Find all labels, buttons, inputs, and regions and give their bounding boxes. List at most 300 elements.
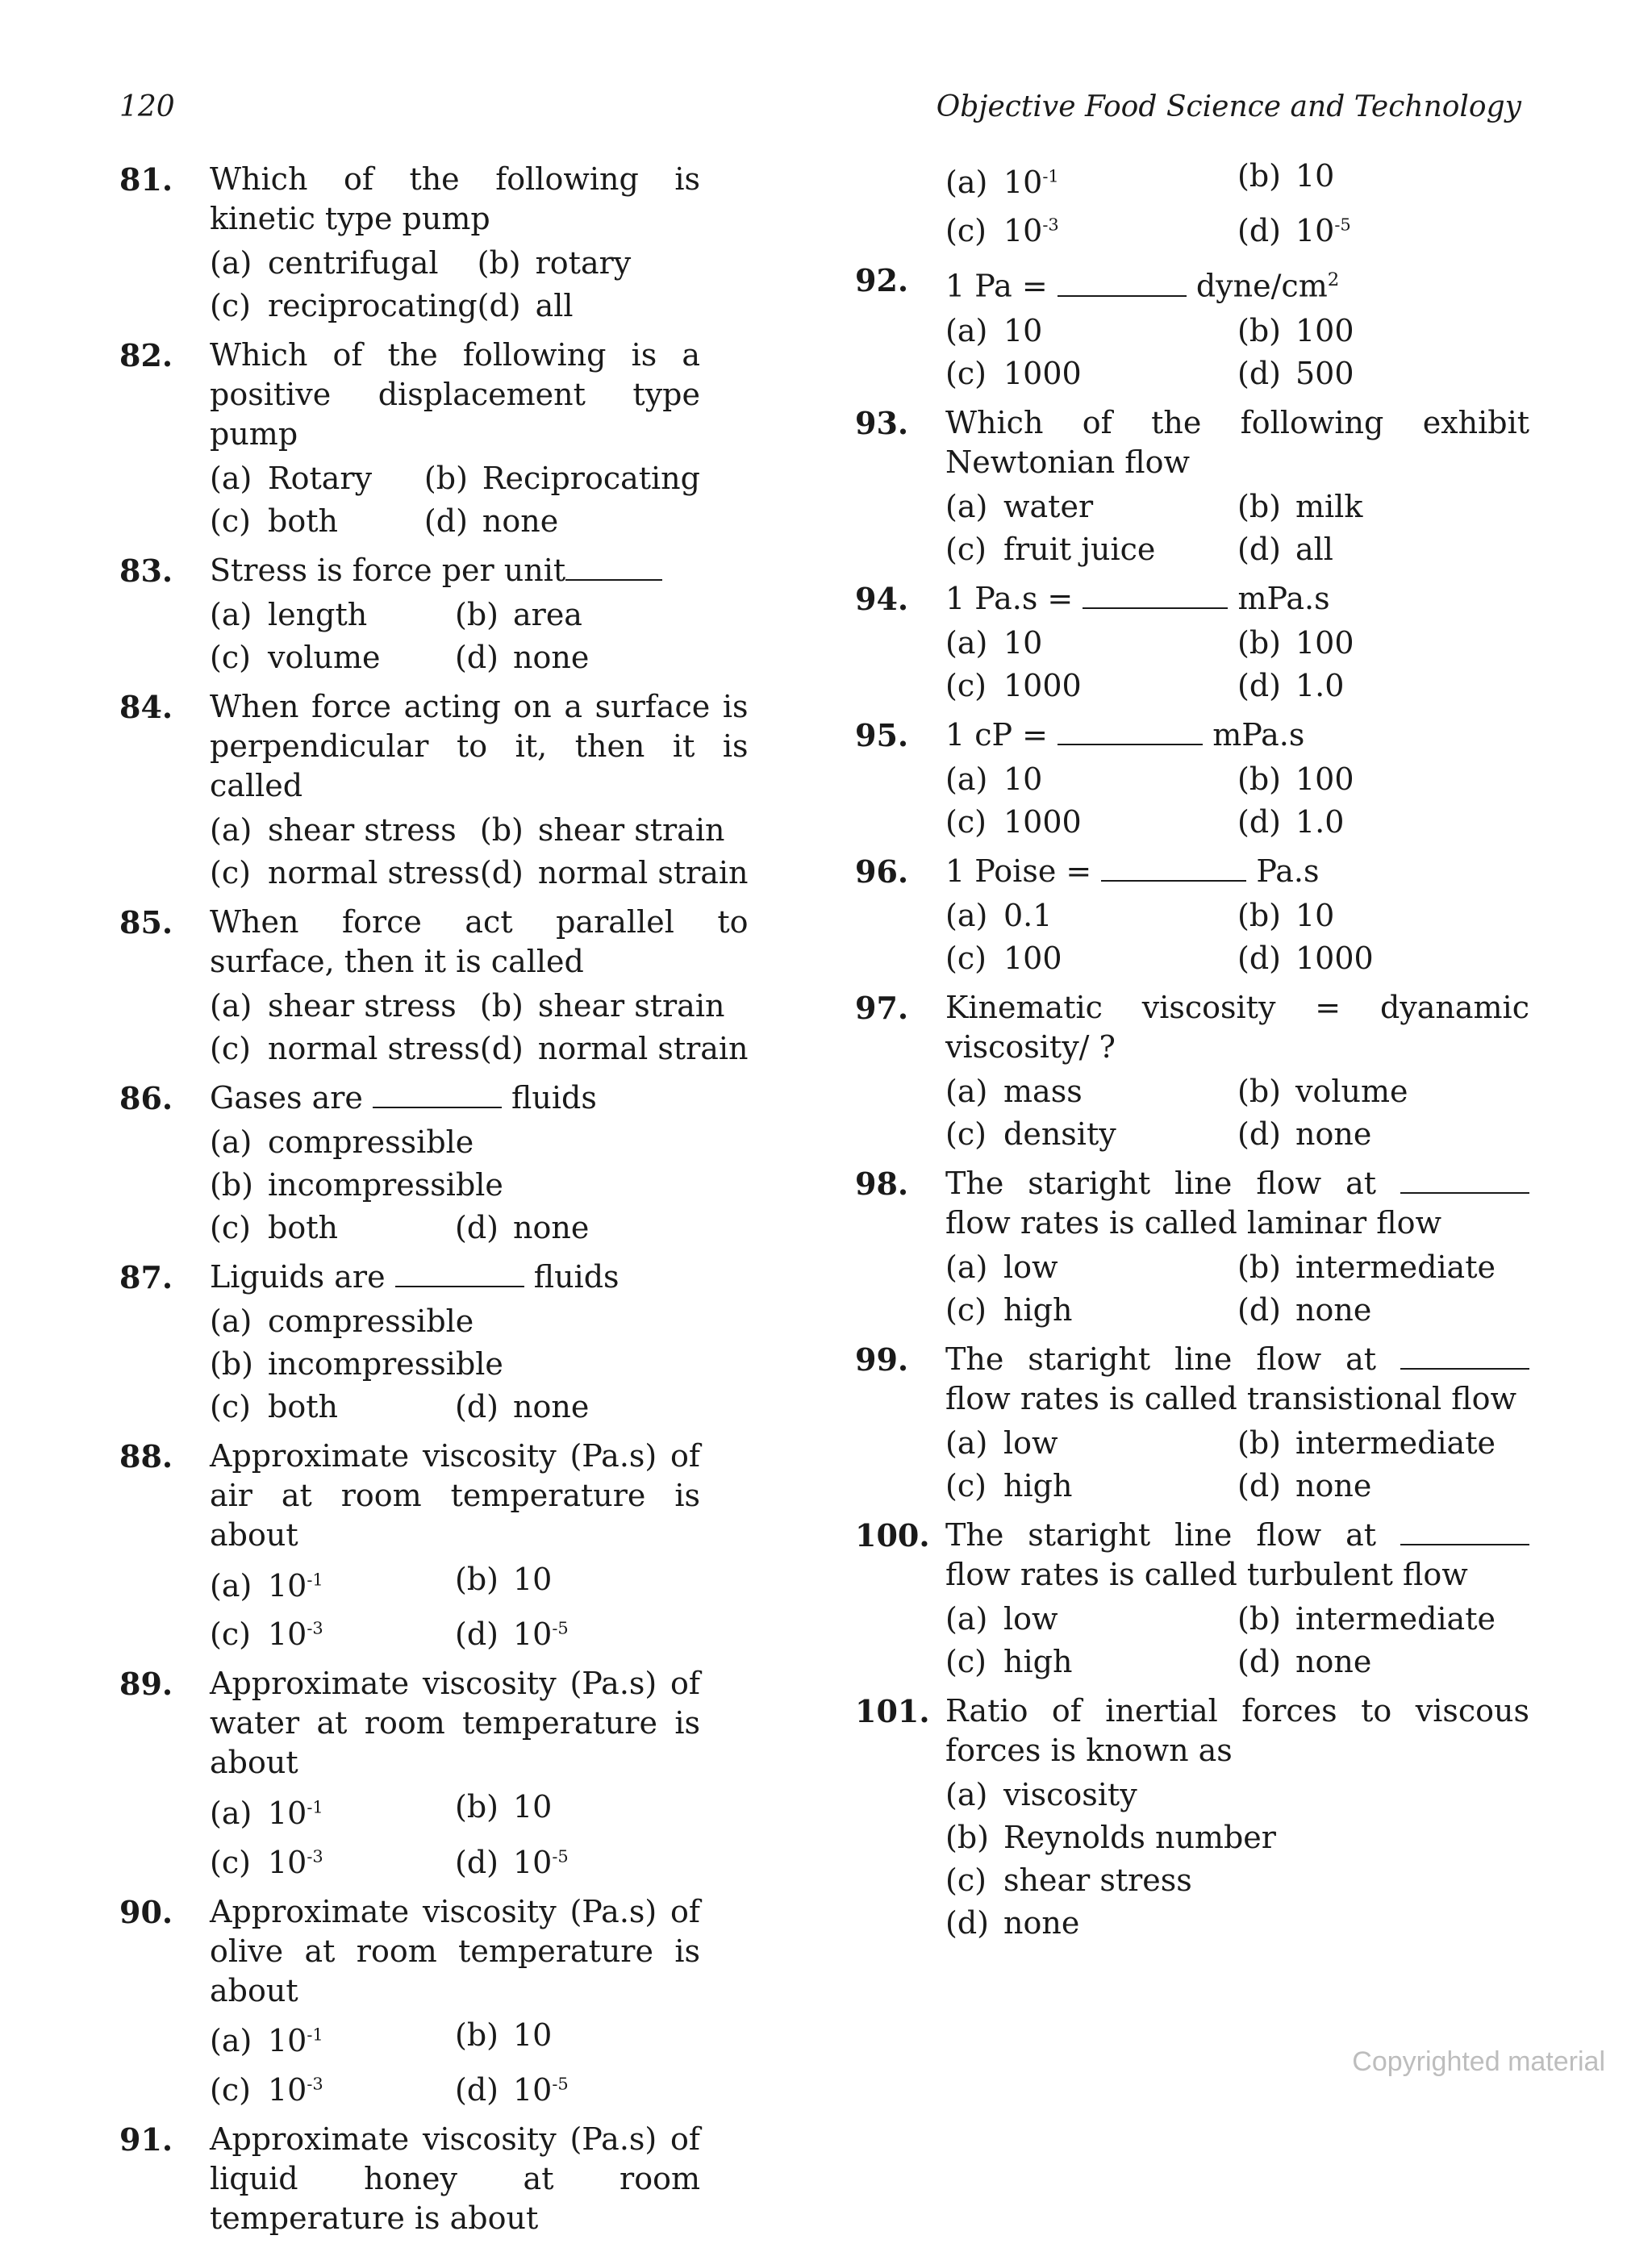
option-letter: (a)	[945, 1776, 988, 1812]
question	[119, 1892, 700, 2110]
answer-option	[1237, 1291, 1529, 1330]
option-text: rotary	[535, 245, 632, 281]
option-letter: (d)	[1237, 940, 1281, 976]
option-letter: (c)	[210, 1210, 251, 1245]
answer-option	[210, 986, 480, 1026]
option-letter: (c)	[210, 1616, 251, 1653]
answer-option	[1237, 206, 1529, 252]
option-text: mass	[1003, 1073, 1083, 1109]
option-text: normal strain	[537, 1031, 749, 1066]
option-letter: (c)	[210, 1389, 251, 1424]
option-letter: (c)	[945, 1116, 987, 1152]
answer-option	[210, 1560, 455, 1606]
question-text: The staright line flow at flow rates is called laminar flow	[945, 1164, 1529, 1243]
option-letter: (b)	[423, 461, 468, 496]
option-letter: (d)	[455, 2071, 499, 2108]
answer-option	[1237, 939, 1529, 978]
answer-option	[945, 896, 1237, 936]
option-letter: (b)	[1237, 158, 1281, 194]
answer-option	[945, 487, 1237, 527]
option-text: 10	[1003, 312, 1043, 348]
answer-option	[945, 530, 1237, 569]
question-text: Approximate viscosity (Pa.s) of water at room temperature is about	[210, 1666, 700, 1781]
fill-in-blank	[1400, 1341, 1529, 1370]
option-text: density	[1003, 1116, 1116, 1152]
answer-option	[210, 244, 478, 283]
option-text: Rotary	[268, 461, 373, 496]
option-letter: (d)	[1237, 667, 1281, 703]
option-text: 10	[513, 2017, 553, 2053]
option-text: low	[1003, 1249, 1058, 1285]
option-text: centrifugal	[268, 245, 439, 281]
options-list	[945, 760, 1529, 842]
fill-in-blank	[1083, 580, 1228, 609]
question	[855, 988, 1529, 1154]
question-number: 82.	[119, 337, 173, 373]
answer-option	[210, 286, 478, 326]
question	[855, 1516, 1529, 1682]
question-text: Approximate viscosity (Pa.s) of air at room temperature is about	[210, 1438, 700, 1553]
question-text: Gases are fluids	[210, 1080, 597, 1116]
option-letter: (d)	[1237, 355, 1281, 391]
fill-in-blank	[565, 552, 662, 581]
option-text: Reciprocating	[482, 461, 700, 496]
question	[855, 403, 1529, 569]
option-letter: (b)	[1237, 488, 1281, 524]
option-text: $10^{-5}$	[1295, 213, 1351, 249]
option-letter: (d)	[1237, 1643, 1281, 1679]
answer-option	[1237, 354, 1529, 394]
option-letter: (d)	[1237, 1116, 1281, 1152]
question-number: 99.	[855, 1341, 909, 1378]
answer-option	[945, 760, 1237, 799]
option-letter: (b)	[479, 812, 524, 848]
option-text: fruit juice	[1003, 531, 1156, 567]
option-text: none	[1003, 1904, 1080, 1941]
answer-option	[1237, 1466, 1529, 1506]
option-letter: (a)	[210, 461, 252, 496]
option-letter: (c)	[945, 940, 987, 976]
option-letter: (b)	[945, 1819, 989, 1855]
question-text: Ratio of inertial forces to viscous forces is known as	[945, 1692, 1529, 1768]
option-text: 1000	[1003, 355, 1082, 391]
question-text: Liguids are fluids	[210, 1259, 620, 1295]
answer-option	[210, 502, 424, 541]
option-text: intermediate	[1295, 1600, 1496, 1637]
answer-option	[945, 311, 1237, 351]
answer-option	[1237, 1248, 1529, 1287]
option-text: $10^{-5}$	[513, 1844, 569, 1880]
answer-option	[945, 1818, 1529, 1858]
option-text: intermediate	[1295, 1249, 1496, 1285]
option-letter: (a)	[210, 988, 252, 1024]
option-text: $10^{-3}$	[268, 2071, 323, 2108]
option-text: 1.0	[1295, 803, 1345, 840]
option-letter: (b)	[1237, 1424, 1281, 1461]
question-text: Approximate viscosity (Pa.s) of olive at room temperature is about	[210, 1893, 700, 2008]
option-letter: (c)	[945, 1467, 987, 1504]
answer-option	[945, 1775, 1529, 1815]
option-text: 100	[1295, 312, 1354, 348]
question-number: 100.	[855, 1516, 930, 1554]
question-number: 93.	[855, 404, 909, 441]
option-letter: (a)	[945, 761, 988, 797]
option-text: compressible	[268, 1303, 474, 1339]
answer-option	[945, 803, 1237, 842]
answer-option	[455, 638, 700, 678]
option-letter: (a)	[945, 312, 988, 348]
option-text: Reynolds number	[1003, 1819, 1276, 1855]
question-text: Which of the following is a positive displacement type pump	[210, 337, 700, 452]
question-number: 95.	[855, 716, 909, 753]
answer-option	[210, 853, 480, 893]
options-list	[945, 1775, 1529, 1943]
answer-option	[455, 1208, 700, 1248]
option-letter: (c)	[210, 503, 251, 539]
answer-option	[1237, 760, 1529, 799]
option-text: 100	[1003, 940, 1062, 976]
option-text: 10	[513, 1562, 553, 1597]
option-letter: (c)	[945, 667, 987, 703]
option-letter: (a)	[945, 1424, 988, 1461]
copyright-watermark: Copyrighted material	[1352, 2046, 1605, 2077]
answer-option	[945, 1466, 1237, 1506]
answer-option	[945, 1115, 1237, 1154]
option-letter: (b)	[1237, 1249, 1281, 1285]
option-letter: (a)	[210, 2023, 252, 2059]
question	[119, 903, 749, 1069]
question-text: Kinematic viscosity = dyanamic viscosity/ ?	[945, 989, 1529, 1065]
option-text: viscosity	[1003, 1776, 1137, 1812]
answer-option	[480, 811, 749, 850]
option-text: 10	[1295, 897, 1335, 933]
option-letter: (c)	[945, 1643, 987, 1679]
option-text: 10	[1295, 158, 1335, 194]
option-text: low	[1003, 1600, 1058, 1637]
question-continued	[855, 156, 1529, 251]
option-text: 1.0	[1295, 667, 1345, 703]
fill-in-blank	[395, 1258, 524, 1287]
question	[855, 1691, 1529, 1943]
question-number: 94.	[855, 580, 909, 617]
answer-option	[478, 244, 700, 283]
answer-option	[1237, 624, 1529, 663]
option-letter: (b)	[210, 1346, 253, 1382]
option-text: water	[1003, 488, 1094, 524]
answer-option	[210, 2016, 455, 2062]
option-text: $10^{-3}$	[1003, 213, 1059, 249]
answer-option	[210, 1787, 455, 1833]
options-list	[945, 624, 1529, 706]
option-text: $10^{-3}$	[268, 1844, 323, 1880]
option-letter: (c)	[945, 1291, 987, 1328]
question-number: 90.	[119, 1893, 173, 1930]
answer-option	[455, 2064, 700, 2110]
left-column	[119, 160, 749, 2248]
question	[119, 1078, 700, 1248]
answer-option	[480, 986, 749, 1026]
options-list	[945, 1599, 1529, 1682]
question	[119, 687, 749, 893]
option-letter: (d)	[479, 855, 524, 890]
question-number: 83.	[119, 553, 173, 589]
answer-option	[210, 1029, 480, 1069]
question-text: The staright line flow at flow rates is called transistional flow	[945, 1340, 1529, 1419]
book-title: Objective Food Science and Technology	[936, 90, 1521, 123]
question-text: When force acting on a surface is perpendicular to it, then it is called	[210, 689, 749, 803]
option-letter: (d)	[1237, 531, 1281, 567]
option-text: area	[513, 597, 582, 632]
answer-option	[210, 1387, 455, 1427]
answer-option	[1237, 311, 1529, 351]
question-number: 97.	[855, 989, 909, 1026]
answer-option	[1237, 803, 1529, 842]
right-column	[855, 160, 1529, 1953]
option-letter: (d)	[455, 640, 499, 675]
question	[855, 1164, 1529, 1330]
option-letter: (a)	[945, 624, 988, 661]
option-letter: (c)	[210, 1031, 251, 1066]
option-letter: (b)	[477, 245, 521, 281]
option-text: 100	[1295, 624, 1354, 661]
question-number: 91.	[119, 2121, 173, 2158]
answer-option	[210, 1166, 700, 1205]
option-text: all	[535, 288, 574, 323]
answer-option	[210, 1208, 455, 1248]
option-letter: (d)	[1237, 803, 1281, 840]
options-list	[210, 595, 700, 678]
option-letter: (b)	[1237, 312, 1281, 348]
question	[855, 261, 1529, 394]
answer-option	[1237, 1115, 1529, 1154]
option-text: none	[1295, 1116, 1372, 1152]
question-number: 81.	[119, 161, 173, 198]
answer-option	[480, 1029, 749, 1069]
option-text: none	[513, 1389, 590, 1424]
options-list	[945, 896, 1529, 978]
option-text: reciprocating	[268, 288, 478, 323]
option-text: volume	[268, 640, 381, 675]
options-list	[210, 1787, 700, 1882]
answer-option	[945, 624, 1237, 663]
answer-option	[424, 502, 700, 541]
options-list	[210, 1302, 700, 1427]
answer-option	[1237, 487, 1529, 527]
answer-option	[945, 1599, 1237, 1639]
answer-option	[210, 1123, 700, 1162]
option-text: low	[1003, 1424, 1058, 1461]
option-text: both	[268, 503, 338, 539]
fill-in-blank	[1400, 1165, 1529, 1194]
answer-option	[1237, 896, 1529, 936]
option-text: normal stress	[268, 1031, 480, 1066]
option-letter: (d)	[455, 1844, 499, 1880]
option-text: high	[1003, 1467, 1073, 1504]
question-number: 88.	[119, 1438, 173, 1474]
option-letter: (b)	[455, 2017, 499, 2053]
option-text: 500	[1295, 355, 1354, 391]
option-text: none	[1295, 1643, 1372, 1679]
option-text: none	[513, 640, 590, 675]
option-text: high	[1003, 1643, 1073, 1679]
option-letter: (a)	[945, 1600, 988, 1637]
option-text: 1000	[1295, 940, 1374, 976]
option-letter: (b)	[1237, 1600, 1281, 1637]
option-letter: (b)	[1237, 897, 1281, 933]
option-letter: (d)	[1237, 1467, 1281, 1504]
option-letter: (a)	[945, 164, 988, 200]
option-letter: (a)	[210, 1567, 252, 1604]
option-letter: (c)	[945, 803, 987, 840]
option-letter: (a)	[945, 897, 988, 933]
answer-option	[455, 2016, 700, 2062]
answer-option	[1237, 1642, 1529, 1682]
answer-option	[455, 1560, 700, 1606]
question	[855, 1340, 1529, 1506]
option-letter: (c)	[945, 213, 987, 249]
option-letter: (a)	[210, 1303, 252, 1339]
option-letter: (c)	[210, 1844, 251, 1880]
option-letter: (d)	[1237, 1291, 1281, 1328]
option-text: intermediate	[1295, 1424, 1496, 1461]
option-letter: (c)	[945, 355, 987, 391]
question	[119, 1437, 700, 1654]
question	[855, 852, 1529, 978]
option-letter: (a)	[210, 1124, 252, 1160]
question-text: 1 Pa = dyne/$cm^2$	[945, 268, 1340, 304]
option-text: normal strain	[537, 855, 749, 890]
option-letter: (d)	[945, 1904, 989, 1941]
option-text: $10^{-1}$	[1003, 164, 1059, 200]
question-text: 1 cP = mPa.s	[945, 716, 1305, 753]
fill-in-blank	[1101, 853, 1246, 882]
answer-option	[945, 156, 1237, 202]
option-text: both	[268, 1389, 338, 1424]
option-text: none	[1295, 1467, 1372, 1504]
options-list	[945, 1072, 1529, 1154]
options-list	[945, 1248, 1529, 1330]
option-text: shear strain	[537, 812, 725, 848]
options-list	[945, 311, 1529, 394]
fill-in-blank	[1058, 268, 1187, 297]
option-text: both	[268, 1210, 338, 1245]
answer-option	[1237, 156, 1529, 202]
question	[119, 1257, 700, 1427]
option-text: 10	[1003, 761, 1043, 797]
option-letter: (c)	[945, 1862, 987, 1898]
answer-option	[210, 1837, 455, 1883]
question	[119, 336, 700, 541]
option-text: 1000	[1003, 803, 1082, 840]
question	[855, 715, 1529, 842]
option-text: $10^{-5}$	[513, 1616, 569, 1653]
option-letter: (d)	[455, 1616, 499, 1653]
option-letter: (b)	[1237, 624, 1281, 661]
answer-option	[210, 2064, 455, 2110]
question	[119, 160, 700, 326]
question-number: 98.	[855, 1165, 909, 1202]
answer-option	[945, 354, 1237, 394]
option-letter: (d)	[477, 288, 521, 323]
answer-option	[424, 459, 700, 498]
option-letter: (c)	[210, 2071, 251, 2108]
answer-option	[455, 1609, 700, 1655]
question-number: 87.	[119, 1259, 173, 1295]
answer-option	[945, 1642, 1237, 1682]
answer-option	[945, 666, 1237, 706]
options-list	[210, 459, 700, 541]
answer-option	[945, 206, 1237, 252]
answer-option	[945, 1291, 1237, 1330]
answer-option	[1237, 1599, 1529, 1639]
option-text: none	[513, 1210, 590, 1245]
option-text: none	[482, 503, 559, 539]
answer-option	[1237, 1072, 1529, 1111]
option-letter: (a)	[945, 488, 988, 524]
option-text: none	[1295, 1291, 1372, 1328]
question-text: When force act parallel to surface, then it is called	[210, 904, 749, 979]
fill-in-blank	[373, 1079, 502, 1108]
question-text: 1 Poise = Pa.s	[945, 853, 1320, 889]
option-text: $10^{-1}$	[268, 2023, 323, 2059]
answer-option	[210, 1345, 700, 1384]
question-text: Stress is force per unit	[210, 551, 700, 590]
answer-option	[480, 853, 749, 893]
options-list	[945, 487, 1529, 569]
question-text: Which of the following is kinetic type pump	[210, 161, 700, 236]
answer-option	[945, 1424, 1237, 1463]
question-number: 92.	[855, 262, 909, 299]
options-list	[210, 986, 749, 1069]
option-text: $10^{-5}$	[513, 2071, 569, 2108]
answer-option	[478, 286, 700, 326]
options-list	[210, 2016, 700, 2110]
answer-option	[455, 595, 700, 635]
option-letter: (a)	[210, 245, 252, 281]
option-letter: (a)	[945, 1073, 988, 1109]
options-list	[945, 156, 1529, 251]
option-letter: (a)	[210, 1795, 252, 1831]
answer-option	[1237, 530, 1529, 569]
option-letter: (c)	[945, 531, 987, 567]
option-letter: (c)	[210, 288, 251, 323]
answer-option	[210, 459, 424, 498]
option-letter: (b)	[479, 988, 524, 1024]
question	[119, 551, 700, 678]
question-text: Which of the following exhibit Newtonian flow	[945, 404, 1529, 480]
question-number: 84.	[119, 689, 173, 725]
options-list	[210, 244, 700, 326]
answer-option	[945, 939, 1237, 978]
answer-option	[210, 638, 455, 678]
answer-option	[945, 1904, 1529, 1943]
question-number: 96.	[855, 853, 909, 890]
options-list	[210, 1560, 700, 1654]
option-letter: (b)	[455, 597, 499, 632]
question-text: 1 Pa.s = mPa.s	[945, 580, 1330, 616]
option-letter: (b)	[210, 1167, 253, 1203]
option-text: shear stress	[268, 988, 457, 1024]
question-text: The staright line flow at flow rates is called turbulent flow	[945, 1516, 1529, 1595]
running-header	[119, 90, 1521, 123]
option-letter: (b)	[455, 1562, 499, 1597]
answer-option	[455, 1837, 700, 1883]
option-letter: (d)	[423, 503, 468, 539]
option-text: 1000	[1003, 667, 1082, 703]
fill-in-blank	[1058, 716, 1203, 745]
option-text: shear stress	[268, 812, 457, 848]
option-letter: (d)	[1237, 213, 1281, 249]
